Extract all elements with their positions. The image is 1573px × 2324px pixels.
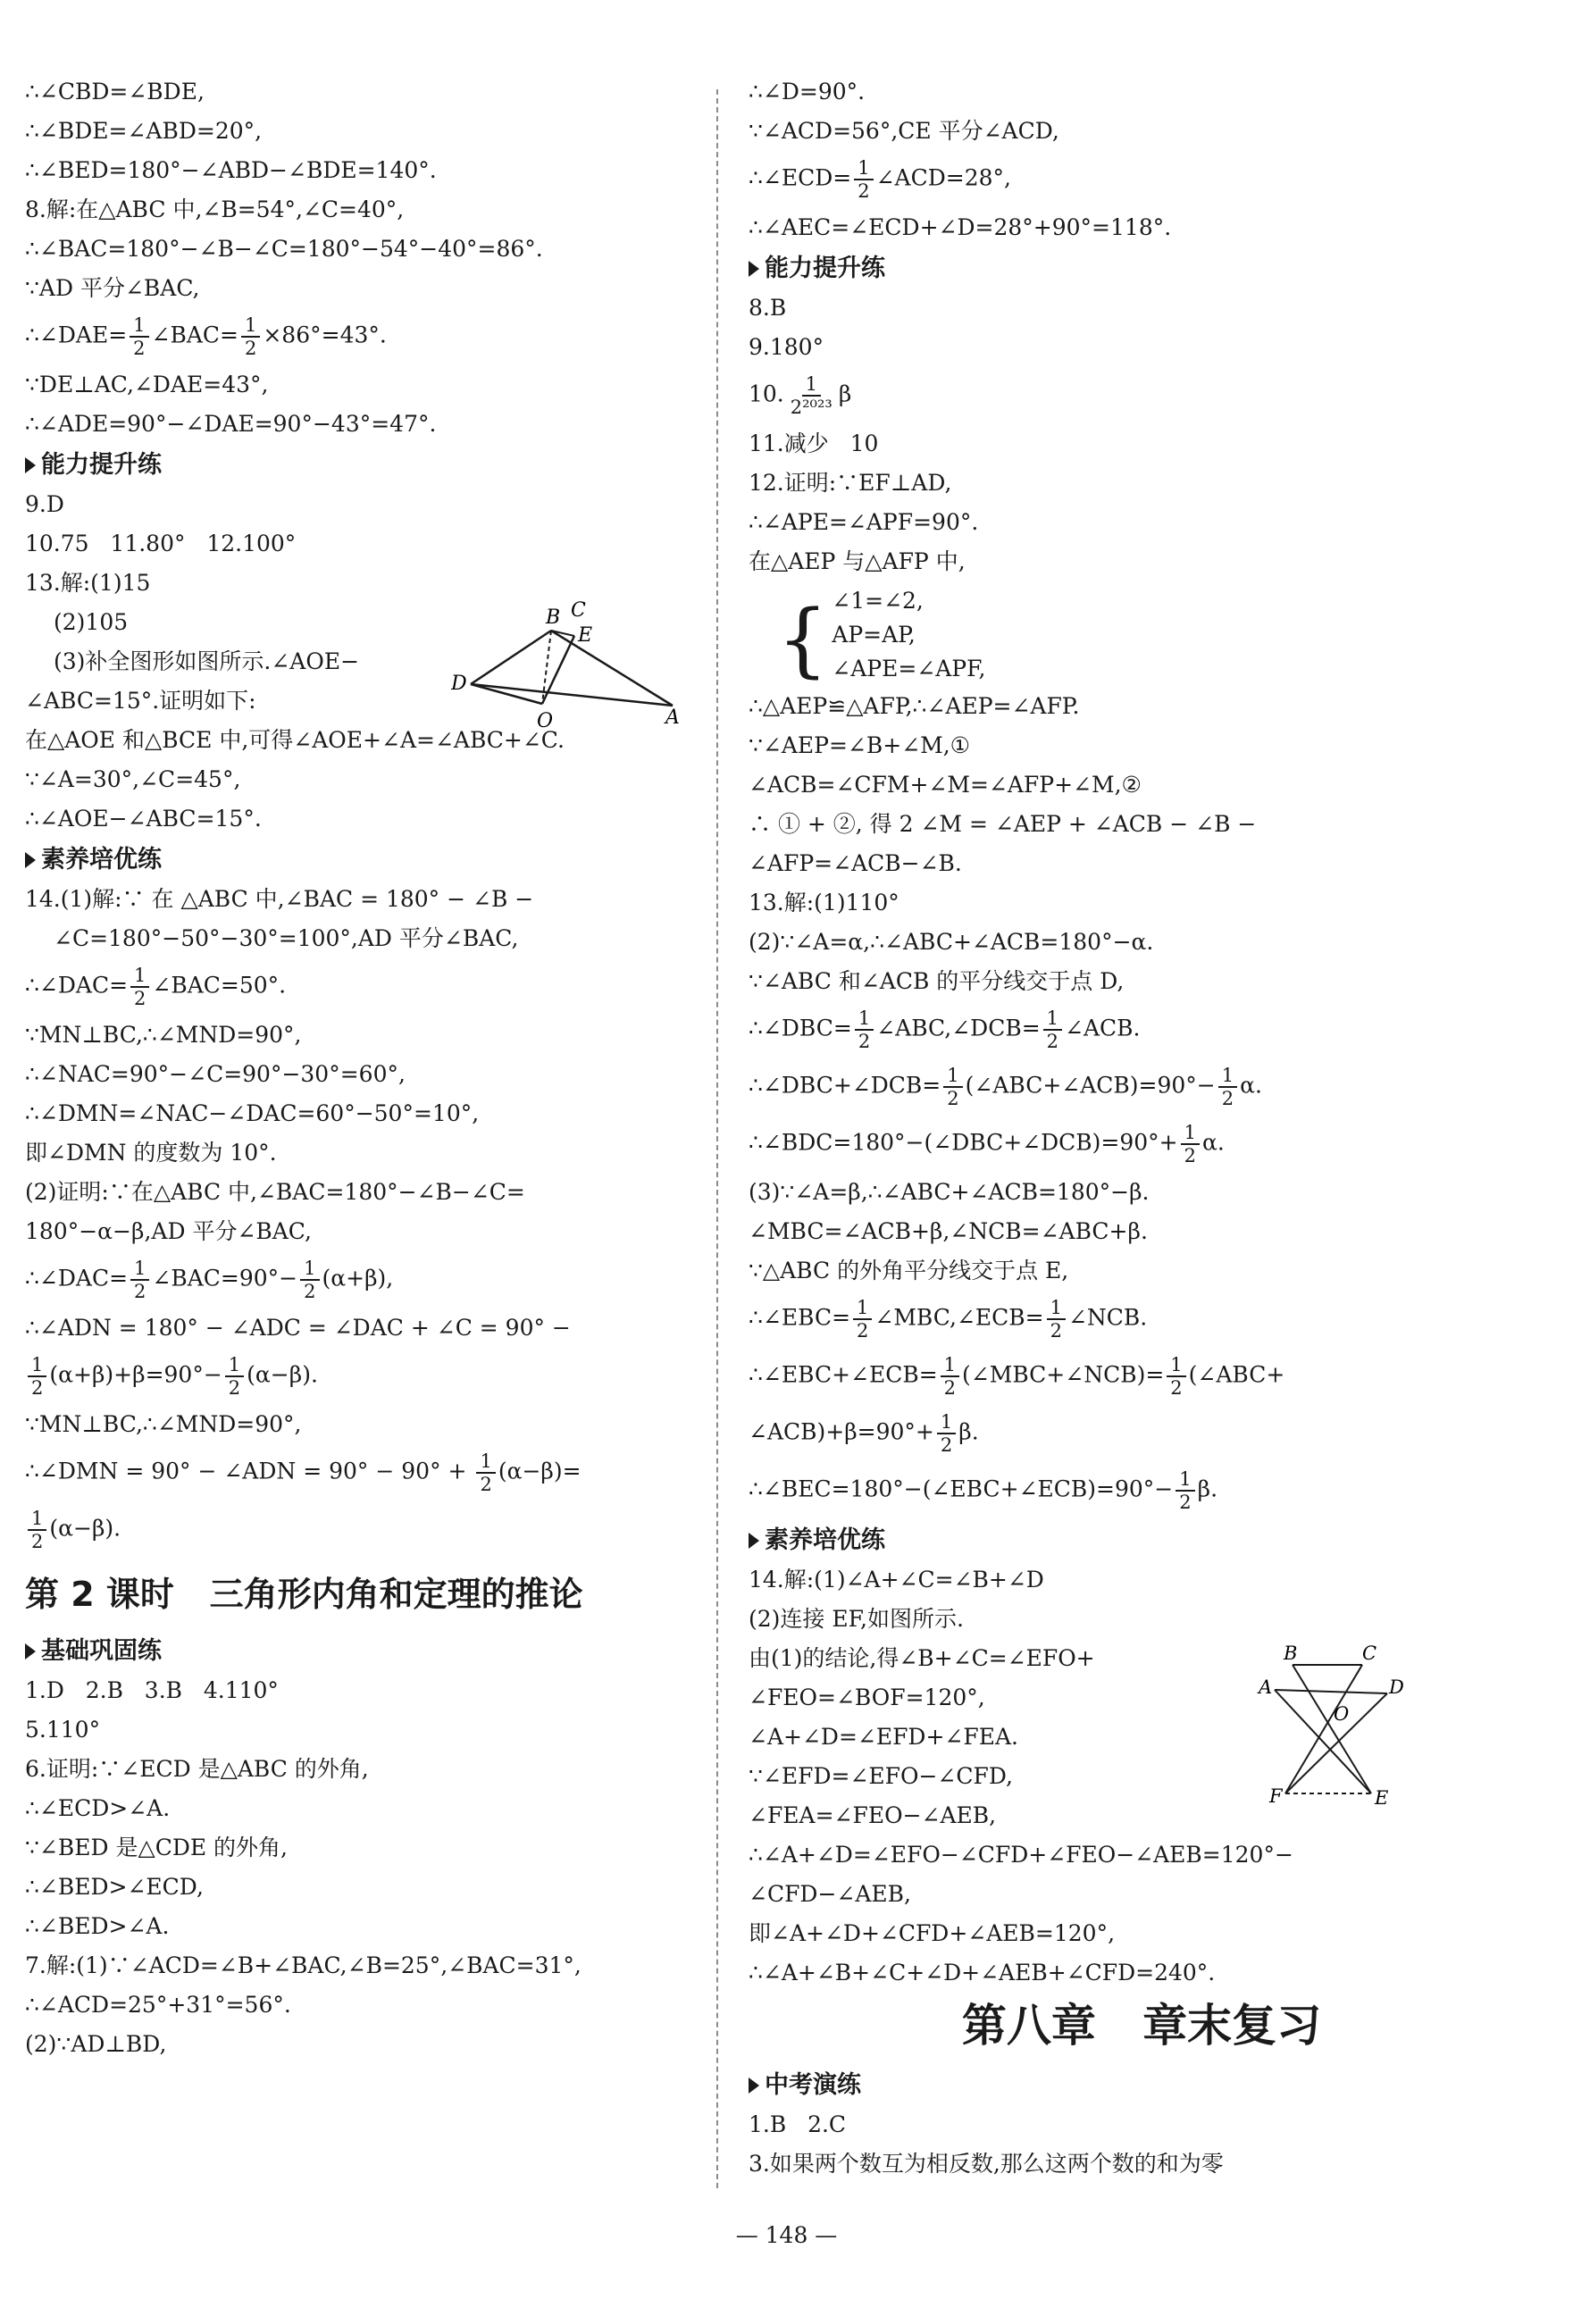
text-line: (2)105 bbox=[54, 609, 129, 635]
text-line: ∴∠BED>∠A. bbox=[25, 1913, 170, 1939]
math-line bbox=[25, 1508, 677, 1552]
fraction-numerator: 1 bbox=[854, 157, 873, 180]
fraction-denominator: 2 bbox=[480, 1474, 492, 1495]
page-number: — 148 — bbox=[735, 2222, 838, 2248]
text-line: ∵∠EFD=∠EFO−∠CFD, bbox=[749, 1763, 1013, 1789]
text-line: 12.证明:∵EF⊥AD, bbox=[749, 470, 952, 496]
brace-line: AP=AP, bbox=[832, 622, 916, 648]
line-text: ∠BAC=50°. bbox=[152, 972, 287, 999]
text-line: ∠CFD−∠AEB, bbox=[749, 1881, 911, 1907]
section-heading bbox=[25, 845, 677, 875]
brace-system bbox=[749, 588, 1535, 693]
text-line: 7.解:(1)∵∠ACD=∠B+∠BAC,∠B=25°,∠BAC=31°, bbox=[25, 1952, 582, 1978]
text-line: ∠FEA=∠FEO−∠AEB, bbox=[749, 1802, 997, 1828]
section-heading-text: 基础巩固练 bbox=[41, 1637, 162, 1665]
line-text: ∴∠DMN = 90° − ∠ADN = 90° − 90° + bbox=[25, 1458, 474, 1484]
line-text: β bbox=[838, 380, 852, 407]
text-line: ∠MBC=∠ACB+β,∠NCB=∠ABC+β. bbox=[749, 1218, 1148, 1244]
line-text: α. bbox=[1240, 1072, 1262, 1099]
fraction-denominator: 2 bbox=[1184, 1145, 1196, 1166]
math-line bbox=[749, 1122, 1535, 1166]
fraction-numerator: 1 bbox=[1218, 1065, 1237, 1088]
line-text: (α−β)= bbox=[498, 1458, 582, 1484]
fraction-numerator: 1 bbox=[28, 1354, 46, 1377]
math-line bbox=[749, 1411, 1535, 1456]
text-line: ∵AD 平分∠BAC, bbox=[25, 275, 200, 301]
fraction-denominator: 2 bbox=[244, 338, 257, 359]
text-line: 11.减少 10 bbox=[749, 431, 879, 456]
fraction-denominator: 2 bbox=[943, 1377, 957, 1399]
text-line: (2)∵AD⊥BD, bbox=[25, 2031, 167, 2057]
fraction bbox=[943, 1065, 962, 1109]
line-text: ∴∠BDC=180°−(∠DBC+∠DCB)=90°+ bbox=[749, 1129, 1178, 1156]
fraction-denominator: 2 bbox=[1046, 1031, 1059, 1052]
fraction-denominator: 2 bbox=[304, 1281, 316, 1302]
section-heading bbox=[25, 450, 677, 481]
fig1-label-c: C bbox=[571, 599, 586, 622]
math-line bbox=[749, 1297, 1535, 1342]
text-line: (2)∵∠A=α,∴∠ABC+∠ACB=180°−α. bbox=[749, 929, 1154, 955]
text-line: ∵MN⊥BC,∴∠MND=90°, bbox=[25, 1411, 302, 1437]
section-heading bbox=[749, 2070, 1535, 2101]
text-line: ∵∠A=30°,∠C=45°, bbox=[25, 766, 241, 792]
section-marker-icon bbox=[25, 457, 36, 473]
math-line bbox=[749, 1007, 1535, 1052]
fraction-denominator: 2 bbox=[858, 1031, 871, 1052]
fraction bbox=[28, 1354, 46, 1399]
text-line: ∴∠AOE−∠ABC=15°. bbox=[25, 806, 262, 832]
text-line: (3)∵∠A=β,∴∠ABC+∠ACB=180°−β. bbox=[749, 1179, 1150, 1205]
section-heading-text: 中考演练 bbox=[765, 2071, 861, 2099]
fig2-label-d: D bbox=[1389, 1676, 1404, 1698]
fraction-numerator: 1 bbox=[130, 314, 148, 338]
fig1-label-d: D bbox=[451, 673, 467, 695]
text-line: 由(1)的结论,得∠B+∠C=∠EFO+ bbox=[749, 1645, 1095, 1671]
line-text: ×86°=43°. bbox=[263, 322, 387, 348]
fraction-denominator: 2 bbox=[134, 988, 146, 1009]
fraction-numerator: 1 bbox=[130, 965, 149, 988]
text-line: ∵MN⊥BC,∴∠MND=90°, bbox=[25, 1022, 302, 1048]
text-line: ∴∠ADN = 180° − ∠ADC = ∠DAC + ∠C = 90° − bbox=[25, 1315, 571, 1341]
section-heading bbox=[25, 1636, 677, 1667]
text-line: ∴∠BAC=180°−∠B−∠C=180°−54°−40°=86°. bbox=[25, 236, 543, 262]
math-line bbox=[25, 1450, 677, 1495]
text-line: ∴∠AEC=∠ECD+∠D=28°+90°=118°. bbox=[749, 214, 1172, 240]
line-text: ∴∠DAC= bbox=[25, 1265, 129, 1292]
fig2-label-a: A bbox=[1259, 1676, 1273, 1698]
section-heading-text: 能力提升练 bbox=[765, 255, 885, 282]
brace-line: ∠1=∠2, bbox=[832, 588, 924, 614]
fig2-label-f: F bbox=[1269, 1785, 1283, 1807]
right-column bbox=[749, 79, 1535, 2190]
fraction-numerator: 1 bbox=[476, 1450, 495, 1474]
text-line: 9.D bbox=[25, 491, 64, 517]
fraction-numerator: 1 bbox=[941, 1354, 959, 1377]
fraction-numerator: 1 bbox=[28, 1508, 46, 1531]
fraction bbox=[130, 1258, 149, 1302]
text-line: 14.(1)解:∵ 在 △ABC 中,∠BAC = 180° − ∠B − bbox=[25, 886, 534, 912]
fraction-numerator: 1 bbox=[943, 1065, 962, 1088]
fraction-denominator: 2 bbox=[31, 1531, 44, 1552]
text-line: 在△AOE 和△BCE 中,可得∠AOE+∠A=∠ABC+∠C. bbox=[25, 727, 565, 753]
line-text: β. bbox=[958, 1418, 979, 1445]
math-line bbox=[749, 1354, 1535, 1399]
fraction bbox=[1181, 1122, 1200, 1166]
text-line: 6.证明:∵∠ECD 是△ABC 的外角, bbox=[25, 1756, 369, 1782]
line-text: (α+β)+β=90°− bbox=[49, 1361, 222, 1388]
text-line: ∠C=180°−50°−30°=100°,AD 平分∠BAC, bbox=[54, 925, 519, 951]
fraction-numerator: 1 bbox=[1043, 1007, 1062, 1031]
fraction-denominator: 2 bbox=[134, 1281, 146, 1302]
line-text: ∴∠EBC+∠ECB= bbox=[749, 1361, 938, 1388]
line-text: ∴∠ECD= bbox=[749, 164, 852, 191]
text-line: (3)补全图形如图所示.∠AOE− bbox=[54, 648, 360, 674]
line-text: α. bbox=[1202, 1129, 1225, 1156]
fraction bbox=[130, 314, 148, 359]
text-line: 5.110° bbox=[25, 1717, 101, 1743]
text-line: ∠ACB=∠CFM+∠M=∠AFP+∠M,② bbox=[749, 772, 1142, 798]
fraction-denominator: 2 bbox=[1050, 1320, 1062, 1342]
fraction-denominator: 2 bbox=[1179, 1492, 1192, 1513]
fig2-label-o: O bbox=[1334, 1703, 1350, 1725]
line-text: ∠ACB)+β=90°+ bbox=[749, 1418, 934, 1445]
fig2-label-e: E bbox=[1375, 1787, 1389, 1809]
fraction-denominator: 2 bbox=[940, 1434, 953, 1456]
section-heading-text: 素养培优练 bbox=[41, 846, 162, 874]
lesson-title: 第 2 课时 三角形内角和定理的推论 bbox=[25, 1575, 583, 1614]
text-line: ∵△ABC 的外角平分线交于点 E, bbox=[749, 1258, 1069, 1283]
column-divider bbox=[716, 89, 718, 2188]
line-text: (∠ABC+∠ACB)=90°− bbox=[965, 1072, 1216, 1099]
fraction-numerator: 1 bbox=[1047, 1297, 1066, 1320]
text-line: ∴∠APE=∠APF=90°. bbox=[749, 509, 979, 535]
math-line bbox=[25, 314, 677, 359]
fig1-label-b: B bbox=[546, 606, 561, 629]
text-line: 13.解:(1)15 bbox=[25, 570, 151, 596]
brace-icon: { bbox=[777, 593, 829, 687]
fraction-denominator: 2 bbox=[1221, 1088, 1234, 1109]
text-line: ∵∠ACD=56°,CE 平分∠ACD, bbox=[749, 118, 1059, 144]
text-line: 9.180° bbox=[749, 334, 824, 360]
line-text: ∠NCB. bbox=[1067, 1304, 1148, 1331]
fraction-numerator: 1 bbox=[1167, 1354, 1185, 1377]
section-marker-icon bbox=[25, 1643, 36, 1659]
math-line bbox=[25, 1258, 677, 1302]
fraction-numerator: 1 bbox=[937, 1411, 956, 1434]
text-line: ∴∠D=90°. bbox=[749, 79, 866, 104]
line-text: (α−β). bbox=[49, 1515, 121, 1542]
fraction bbox=[941, 1354, 959, 1399]
line-text: ∠ACB. bbox=[1065, 1015, 1141, 1041]
math-line bbox=[749, 1065, 1535, 1109]
line-text: ∠ABC,∠DCB= bbox=[876, 1015, 1041, 1041]
text-line: 8.解:在△ABC 中,∠B=54°,∠C=40°, bbox=[25, 196, 405, 222]
section-heading-text: 能力提升练 bbox=[41, 451, 162, 479]
text-line: 即∠DMN 的度数为 10°. bbox=[25, 1140, 277, 1166]
fraction-denominator: 2²⁰²³ bbox=[790, 397, 833, 418]
brace-line: ∠APE=∠APF, bbox=[832, 656, 986, 681]
text-line: 8.B bbox=[749, 295, 787, 321]
text-line: ∠AFP=∠ACB−∠B. bbox=[749, 850, 962, 876]
fraction-numerator: 1 bbox=[241, 314, 260, 338]
math-line bbox=[25, 965, 677, 1009]
line-text: 10. bbox=[749, 380, 784, 407]
line-text: ∴∠DBC= bbox=[749, 1015, 852, 1041]
fraction-denominator: 2 bbox=[857, 1320, 869, 1342]
line-text: ∴∠DAE= bbox=[25, 322, 128, 348]
brace-items bbox=[832, 588, 985, 693]
line-text: ∠BAC= bbox=[151, 322, 238, 348]
text-line: 在△AEP 与△AFP 中, bbox=[749, 548, 966, 574]
fraction-denominator: 2 bbox=[858, 180, 870, 202]
fraction bbox=[787, 373, 836, 418]
text-line: ∴△AEP≌△AFP,∴∠AEP=∠AFP. bbox=[749, 693, 1080, 719]
fraction bbox=[1167, 1354, 1185, 1399]
text-line: 10.75 11.80° 12.100° bbox=[25, 531, 297, 556]
fraction-denominator: 2 bbox=[133, 338, 146, 359]
line-text: (α+β), bbox=[322, 1265, 394, 1292]
text-line: ∴∠ECD>∠A. bbox=[25, 1795, 171, 1821]
left-column bbox=[25, 79, 677, 2070]
fraction bbox=[476, 1450, 495, 1495]
text-line: (2)证明:∵在△ABC 中,∠BAC=180°−∠B−∠C= bbox=[25, 1179, 525, 1205]
text-line: 即∠A+∠D+∠CFD+∠AEB=120°, bbox=[749, 1920, 1116, 1946]
text-line: ∴∠DMN=∠NAC−∠DAC=60°−50°=10°, bbox=[25, 1100, 480, 1126]
text-line: 180°−α−β,AD 平分∠BAC, bbox=[25, 1218, 312, 1244]
fraction-numerator: 1 bbox=[300, 1258, 319, 1281]
math-line bbox=[25, 1354, 677, 1399]
section-marker-icon bbox=[25, 852, 36, 868]
text-line: (2)连接 EF,如图所示. bbox=[749, 1606, 964, 1632]
text-line: ∴∠NAC=90°−∠C=90°−30°=60°, bbox=[25, 1061, 406, 1087]
fig1-label-o: O bbox=[537, 710, 554, 731]
section-marker-icon bbox=[749, 2077, 759, 2094]
text-line: ∴∠A+∠D=∠EFO−∠CFD+∠FEO−∠AEB=120°− bbox=[749, 1842, 1293, 1868]
fig2-label-c: C bbox=[1362, 1643, 1377, 1664]
math-line bbox=[749, 373, 1535, 418]
text-line: ∵∠AEP=∠B+∠M,① bbox=[749, 732, 971, 758]
fraction bbox=[300, 1258, 319, 1302]
fraction-denominator: 2 bbox=[1170, 1377, 1183, 1399]
fig1-label-e: E bbox=[578, 624, 593, 647]
fraction bbox=[241, 314, 260, 359]
line-text: β. bbox=[1197, 1475, 1218, 1502]
fraction bbox=[1047, 1297, 1066, 1342]
fraction bbox=[937, 1411, 956, 1456]
text-line: ∠A+∠D=∠EFD+∠FEA. bbox=[749, 1724, 1018, 1750]
text-line: ∴∠ADE=90°−∠DAE=90°−43°=47°. bbox=[25, 411, 437, 437]
fraction-numerator: 1 bbox=[855, 1007, 874, 1031]
text-line: 1.D 2.B 3.B 4.110° bbox=[25, 1677, 279, 1703]
fraction bbox=[854, 157, 873, 202]
text-line: 14.解:(1)∠A+∠C=∠B+∠D bbox=[749, 1567, 1044, 1593]
line-text: ∠BAC=90°− bbox=[152, 1265, 298, 1292]
fraction-numerator: 1 bbox=[1176, 1468, 1194, 1492]
figure-triangle-13 bbox=[451, 597, 683, 731]
fraction-denominator: 2 bbox=[947, 1088, 959, 1109]
line-text: ∠ACD=28°, bbox=[875, 164, 1011, 191]
section-marker-icon bbox=[749, 1533, 759, 1549]
fraction-numerator: 1 bbox=[225, 1354, 244, 1377]
fraction bbox=[28, 1508, 46, 1552]
math-line bbox=[749, 157, 1535, 202]
line-text: ∴∠DBC+∠DCB= bbox=[749, 1072, 941, 1099]
fig2-label-b: B bbox=[1284, 1643, 1298, 1664]
text-line: ∴∠BED>∠ECD, bbox=[25, 1874, 204, 1900]
line-text: ∴∠EBC= bbox=[749, 1304, 851, 1331]
fraction-numerator: 1 bbox=[853, 1297, 872, 1320]
text-line: 3.如果两个数互为相反数,那么这两个数的和为零 bbox=[749, 2151, 1224, 2177]
section-heading bbox=[749, 254, 1535, 284]
line-text: ∴∠DAC= bbox=[25, 972, 129, 999]
text-line: ∴∠BED=180°−∠ABD−∠BDE=140°. bbox=[25, 157, 437, 183]
text-line: ∴∠ACD=25°+31°=56°. bbox=[25, 1992, 291, 2018]
fraction-denominator: 2 bbox=[228, 1377, 241, 1399]
text-line: 13.解:(1)110° bbox=[749, 890, 899, 915]
chapter-title: 第八章 章末复习 bbox=[961, 1999, 1322, 2052]
line-text: ∴∠BEC=180°−(∠EBC+∠ECB)=90°− bbox=[749, 1475, 1174, 1502]
figure-cross-14 bbox=[1255, 1643, 1407, 1809]
section-heading-text: 素养培优练 bbox=[765, 1526, 885, 1554]
line-text: ∠MBC,∠ECB= bbox=[874, 1304, 1044, 1331]
line-text: (α−β). bbox=[247, 1361, 318, 1388]
fig1-label-a: A bbox=[665, 706, 680, 729]
text-line: 1.B 2.C bbox=[749, 2111, 847, 2137]
fraction-numerator: 1 bbox=[802, 373, 821, 397]
text-line: ∵∠BED 是△CDE 的外角, bbox=[25, 1835, 289, 1860]
section-marker-icon bbox=[749, 261, 759, 277]
fraction bbox=[225, 1354, 244, 1399]
text-line: ∴ ① + ②, 得 2 ∠M = ∠AEP + ∠ACB − ∠B − bbox=[749, 811, 1257, 837]
fraction-denominator: 2 bbox=[31, 1377, 44, 1399]
fraction bbox=[855, 1007, 874, 1052]
text-line: ∴∠BDE=∠ABD=20°, bbox=[25, 118, 263, 144]
text-line: ∵DE⊥AC,∠DAE=43°, bbox=[25, 372, 269, 397]
fraction bbox=[853, 1297, 872, 1342]
line-text: (∠MBC+∠NCB)= bbox=[962, 1361, 1165, 1388]
fraction bbox=[1043, 1007, 1062, 1052]
fraction bbox=[1176, 1468, 1194, 1513]
text-line: ∠FEO=∠BOF=120°, bbox=[749, 1684, 985, 1710]
section-heading bbox=[749, 1526, 1535, 1556]
fraction bbox=[130, 965, 149, 1009]
fraction-numerator: 1 bbox=[130, 1258, 149, 1281]
text-line: ∴∠CBD=∠BDE, bbox=[25, 79, 205, 104]
text-line: ∴∠A+∠B+∠C+∠D+∠AEB+∠CFD=240°. bbox=[749, 1960, 1216, 1985]
fraction bbox=[1218, 1065, 1237, 1109]
text-line: ∵∠ABC 和∠ACB 的平分线交于点 D, bbox=[749, 968, 1125, 994]
fraction-numerator: 1 bbox=[1181, 1122, 1200, 1145]
text-line: ∠ABC=15°.证明如下: bbox=[25, 688, 256, 714]
math-line bbox=[749, 1468, 1535, 1513]
line-text: (∠ABC+ bbox=[1188, 1361, 1285, 1388]
